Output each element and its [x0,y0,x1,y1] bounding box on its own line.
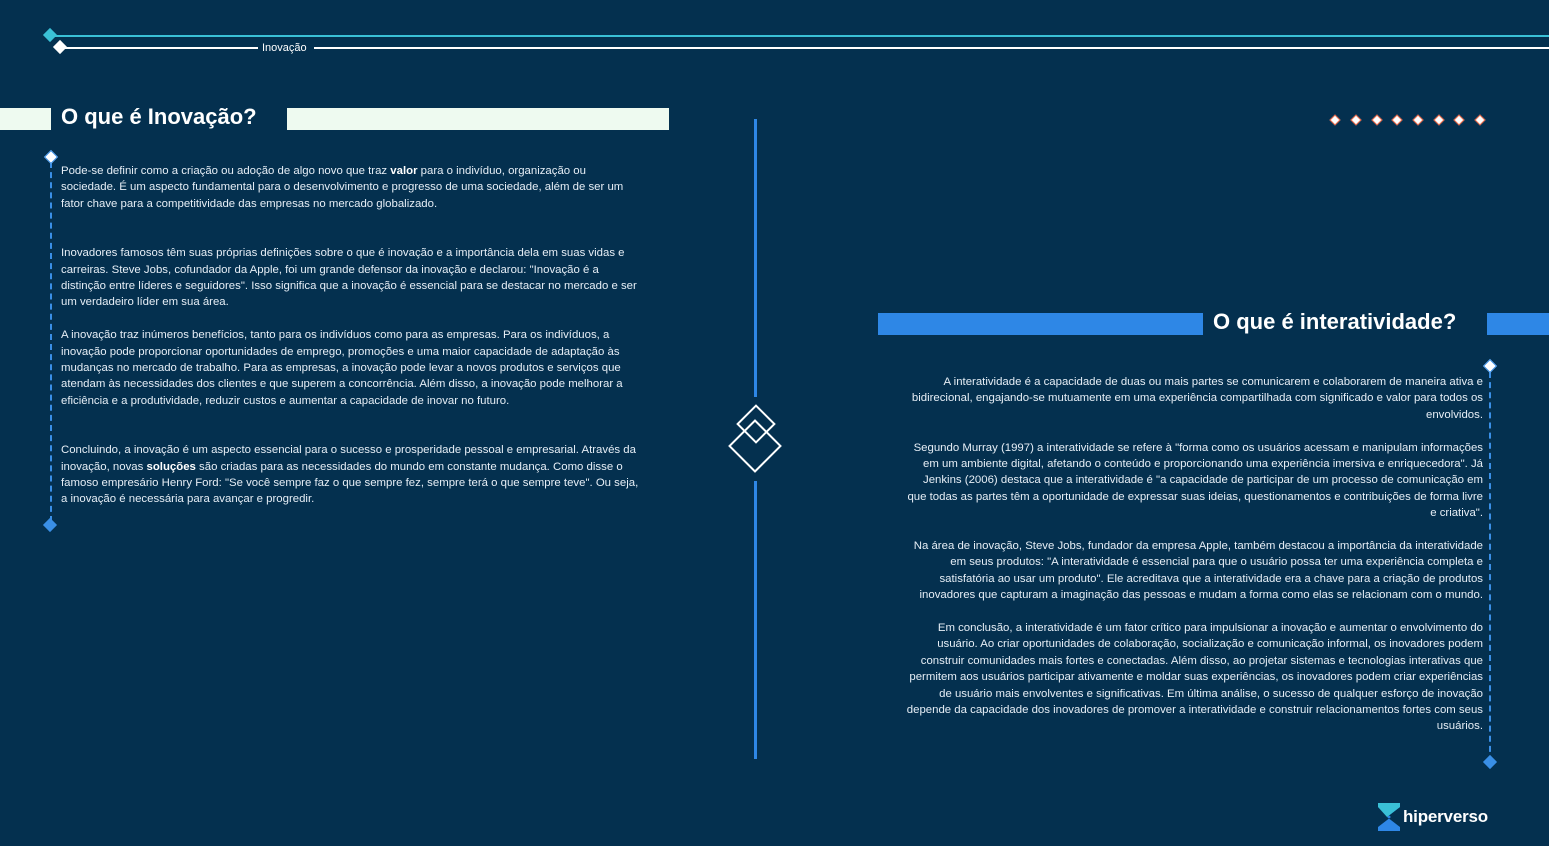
center-diamond-large-icon [728,419,782,473]
dot-diamond-icon [1371,114,1382,125]
hiperverso-logo-icon [1378,803,1400,831]
dot-diamond-icon [1350,114,1361,125]
p4-bold-solucoes: soluções [146,460,196,473]
inovacao-paragraph-3: A inovação traz inúmeros benefícios, tanto para os indivíduos como para as empresas. Para os indivíduos, a inovação pode proporcionar oportunidades de emprego, promoções e uma maior capacidade de adaptação às mudanças no mercado de trabalho. Para as empresas, a inovação pode levar a novos produtos e serviços que atendam às necessidades dos clientes e que superem a concorrência. Além disso, a inovação pode melhorar a eficiência e a produtividade, reduzir custos e aumentar a capacidade de inovar no futuro. [61,329,623,407]
p1-text-b: para o indivíduo, organização ou sociedade. É um aspecto fundamental para o desenvolvimento e progresso de uma sociedade, além de ser um fator chave para a competitividade das empresas no mercado globalizado. [61,165,624,210]
inovacao-text-column [61,163,641,524]
rail-start-diamond-icon [1483,359,1497,373]
dot-diamond-icon [1453,114,1464,125]
inovacao-paragraph-1 [61,163,641,212]
interatividade-text-column [905,374,1483,751]
dot-diamond-icon [1433,114,1444,125]
interatividade-paragraph-2: Segundo Murray (1997) a interatividade se refere à "forma como os usuários acessam e manipulam informações em um ambiente digital, afetando o conteúdo e proporcionando uma experiência imersiva e enriquecedora". Já Jenkins (2006) destaca que a interatividade é "a capacidade de participar de um processo de comunicação em que todas as partes têm a oportunidade de expressar suas ideias, questionamentos e contribuições de forma livre e criativa". [907,441,1483,520]
heading-bar-left [0,108,51,130]
center-divider-top [754,119,757,397]
dot-diamond-icon [1391,114,1402,125]
header-line-white-right [314,47,1549,49]
dot-diamond-icon [1474,114,1485,125]
right-dashed-rail [1489,372,1491,762]
heading-bar-blue-right [1487,313,1549,335]
p4-text-b: são criadas para as necessidades do mundo em constante mudança. Como disse o famoso empresário Henry Ford: "Se você sempre faz o que sempre fez, sempre terá o que sempre teve". Ou seja, a inovação é necessária para avançar e progredir. [61,460,639,506]
rail-end-diamond-icon [1483,755,1497,769]
header-line-cyan [50,35,1549,37]
header-line-white-left [62,47,258,49]
heading-bar-blue-left [878,313,1203,335]
center-divider-bottom [754,481,757,759]
header-diamond-cyan [43,28,57,42]
breadcrumb: Inovação [262,42,307,54]
logo-text: hiperverso [1403,807,1488,826]
dot-diamond-icon [1329,114,1340,125]
interatividade-paragraph-4: Em conclusão, a interatividade é um fator crítico para impulsionar a inovação e aumentar o envolvimento do usuário. Ao criar oportunidades de colaboração, socialização e comunicação informal, os inovadores podem construir comunidades mais fortes e conectadas. Além disso, ao projetar sistemas e tecnologias interativas que permitem aos usuários participar ativamente e moldar suas experiências, os inovadores podem criar experiências de usuário mais envolventes e significativas. Em última análise, o sucesso de qualquer esforço de inovação depende da capacidade dos inovadores de promover a interatividade e construir relacionamentos fortes com seus usuários. [906,622,1483,733]
section-title-inovacao: O que é Inovação? [61,104,257,129]
dot-diamond-icon [1412,114,1423,125]
p1-bold-valor: valor [390,165,418,177]
interatividade-paragraph-1: A interatividade é a capacidade de duas ou mais partes se comunicarem e colaborarem de maneira ativa e bidirecional, engajando-se mutuamente em uma experiência compartilhada com significado e valor para todos os envolvidos. [911,376,1483,421]
rail-end-diamond-icon [43,518,57,532]
hiperverso-logo[interactable] [1378,802,1488,832]
inovacao-paragraph-2: Inovadores famosos têm suas próprias definições sobre o que é inovação e a importância dela em suas vidas e carreiras. Steve Jobs, cofundador da Apple, foi um grande defensor da inovação e declarou: "Inovação é a distinção entre líderes e seguidores". Isso significa que a inovação é essencial para se destacar no mercado e ser um verdadeiro líder em sua área. [61,247,637,309]
p1-text-a: Pode-se definir como a criação ou adoção de algo novo que traz [61,165,391,177]
left-dashed-rail [50,162,52,522]
decorative-diamond-row [1330,114,1490,126]
rail-start-diamond-icon [44,150,58,164]
p4-text-a: Concluindo, a inovação é um aspecto essencial para o sucesso e prosperidade pessoal e empresarial. Através da inovação, novas [61,444,636,473]
heading-bar-right [287,108,669,130]
header-diamond-white [53,40,67,54]
section-title-interatividade: O que é interatividade? [1213,309,1457,334]
interatividade-paragraph-3: Na área de inovação, Steve Jobs, fundador da empresa Apple, também destacou a importância da interatividade em seus produtos: "A interatividade é essencial para que o usuário possa ter uma experiência completa e satisfatória ao usar um produto". Ele acreditava que a interatividade era a chave para a criação de produtos inovadores que capturam a imaginação das pessoas e mudam a forma como elas se relacionam com o mundo. [913,540,1483,602]
inovacao-paragraph-4 [61,442,641,508]
